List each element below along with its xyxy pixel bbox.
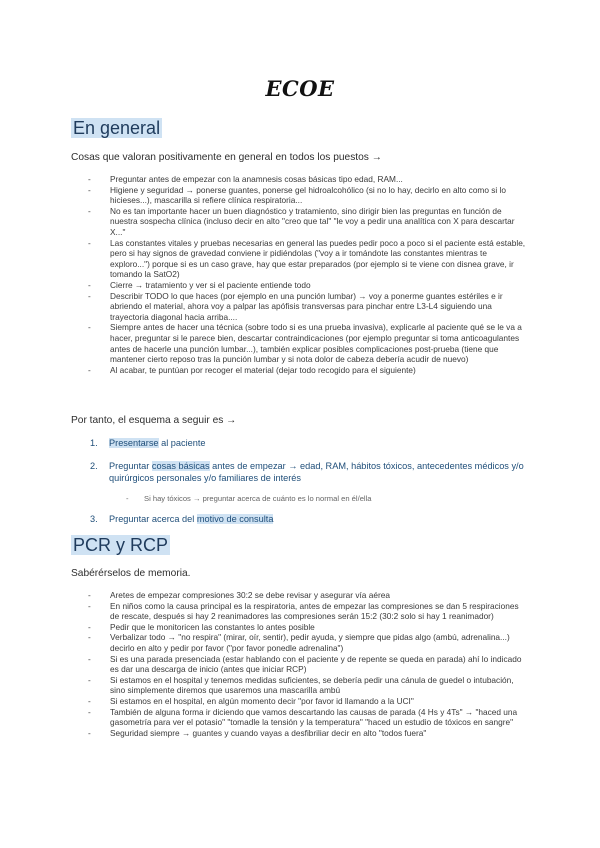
sub-note-text: Si hay tóxicos → preguntar acerca de cuánto es lo normal en él/ella (144, 494, 372, 503)
step-highlight: Presentarse (109, 438, 159, 448)
list-item: - Seguridad siempre → guantes y cuando vayas a desfibriliar decir en alto "todos fuera" (88, 728, 528, 739)
list-item: - No es tan importante hacer un buen diagnóstico y tratamiento, sino dirigir bien las preguntas en función de nuestra sospecha clínica (incluso decir en alto "creo que tal" "le voy a pedir una analítica con X para descartar X..." (88, 206, 528, 238)
step-number: 2. (90, 461, 98, 471)
list-item: - Al acabar, te puntúan por recoger el material (dejar todo recogido para el siguiente) (88, 365, 528, 376)
step-text: al paciente (158, 438, 206, 448)
list-item: - Higiene y seguridad → ponerse guantes, ponerse gel hidroalcohólico (si no lo hay, decirlo en alto como si lo hicieses...), mascarilla si refiere clínica respiratoria... (88, 185, 528, 206)
list-item: - Cierre → tratamiento y ver si el paciente entiende todo (88, 280, 528, 291)
scheme-intro: Por tanto, el esquema a seguir es → (71, 415, 237, 426)
scheme-step-3 (90, 514, 530, 526)
list-item: - También de alguna forma ir diciendo que vamos descartando las causas de parada (4 Hs y 4Ts" → "haced una gasometría para ver el potasio" "tomadle la tensión y la temperatura" "haced un estudio de tóxicos en sangre" (88, 707, 528, 728)
document-title: ECOE (265, 76, 335, 101)
list-item: - Describir TODO lo que haces (por ejemplo en una punción lumbar) → voy a ponerme guantes estériles e ir abriendo el material, ahora voy a palpar las apófisis transversas para pinchar entre L3-L4 siguiendo una trayectoria diagonal hacia arriba.... (88, 291, 528, 323)
list-item: - Si estamos en el hospital y tenemos medidas suficientes, se debería pedir una cánula de guedel o intubación, sino simplemente diremos que usaremos una mascarilla ambú (88, 675, 528, 696)
section-heading-pcr-rcp (71, 535, 170, 556)
section-heading-general (71, 118, 162, 139)
step-text: Preguntar acerca del (109, 514, 197, 524)
pcr-bullet-list (88, 590, 528, 738)
list-item: - Preguntar antes de empezar con la anamnesis cosas básicas tipo edad, RAM... (88, 174, 528, 185)
list-item: - En niños como la causa principal es la respiratoria, antes de empezar las compresiones se dan 5 respiraciones de rescate, después si hay 2 reanimadores las compresiones serán 15:2 (30:2 solo si hay 1 reanimador) (88, 601, 528, 622)
step-highlight: cosas básicas (151, 461, 210, 471)
scheme-sub-note: - Si hay tóxicos → preguntar acerca de cuánto es lo normal en él/ella (126, 494, 372, 503)
list-item: - Si es una parada presenciada (estar hablando con el paciente y de repente se queda en parada) ahí lo indicado es dar una descarga de inicio (antes que iniciar RCP) (88, 654, 528, 675)
section-intro: Sabérérselos de memoria. (71, 568, 191, 579)
list-item: - Verbalizar todo → "no respira" (mirar, oír, sentir), pedir ayuda, y siempre que pidas algo (ambú, adrenalina...) decirlo en alto y pedir por favor ("por favor ponedle adrenalina") (88, 632, 528, 653)
list-item: - Siempre antes de hacer una técnica (sobre todo si es una prueba invasiva), explicarle al paciente qué se le va a hacer, preguntar si le parece bien, descartar contraindicaciones (por ejemplo preguntar si toma anticoagulantes antes de hacerle una punción lumbar...), también explicar posibles complicaciones post-prueba (tiene que mantener cierto reposo tras la punción lumbar y si nota dolor de cabeza debería acudir de nuevo) (88, 322, 528, 364)
general-bullet-list (88, 174, 528, 375)
section-intro: Cosas que valoran positivamente en general en todos los puestos → (71, 152, 382, 163)
step-number: 3. (90, 514, 98, 524)
list-item: - Aretes de empezar compresiones 30:2 se debe revisar y asegurar vía aérea (88, 590, 528, 601)
step-text: Preguntar (109, 461, 152, 471)
section-heading-text: En general (73, 118, 161, 138)
section-heading-text: PCR y RCP (73, 535, 169, 555)
step-number: 1. (90, 438, 98, 448)
list-item: - Si estamos en el hospital, en algún momento decir "por favor id llamando a la UCI" (88, 696, 528, 707)
step-text: antes de empezar → edad, RAM, hábitos tóxicos, antecedentes médicos y/o quirúrgicos personales y/o familiares de interés (109, 461, 524, 483)
step-highlight: motivo de consulta (196, 514, 274, 524)
list-item: - Las constantes vitales y pruebas necesarias en general las puedes pedir poco a poco si el paciente está estable, pero si hay signos de gravedad conviene ir pidiéndolas ("voy a ir tomándote las constantes mientras te exploro...") porque si es un caso grave, hay que estar preparados (por ejemplo si te viene con disnea grave, ir tomando la SatO2) (88, 238, 528, 280)
list-item: - Pedir que le monitoricen las constantes lo antes posible (88, 622, 528, 633)
scheme-step-1 (90, 438, 530, 450)
scheme-step-2 (90, 461, 530, 484)
